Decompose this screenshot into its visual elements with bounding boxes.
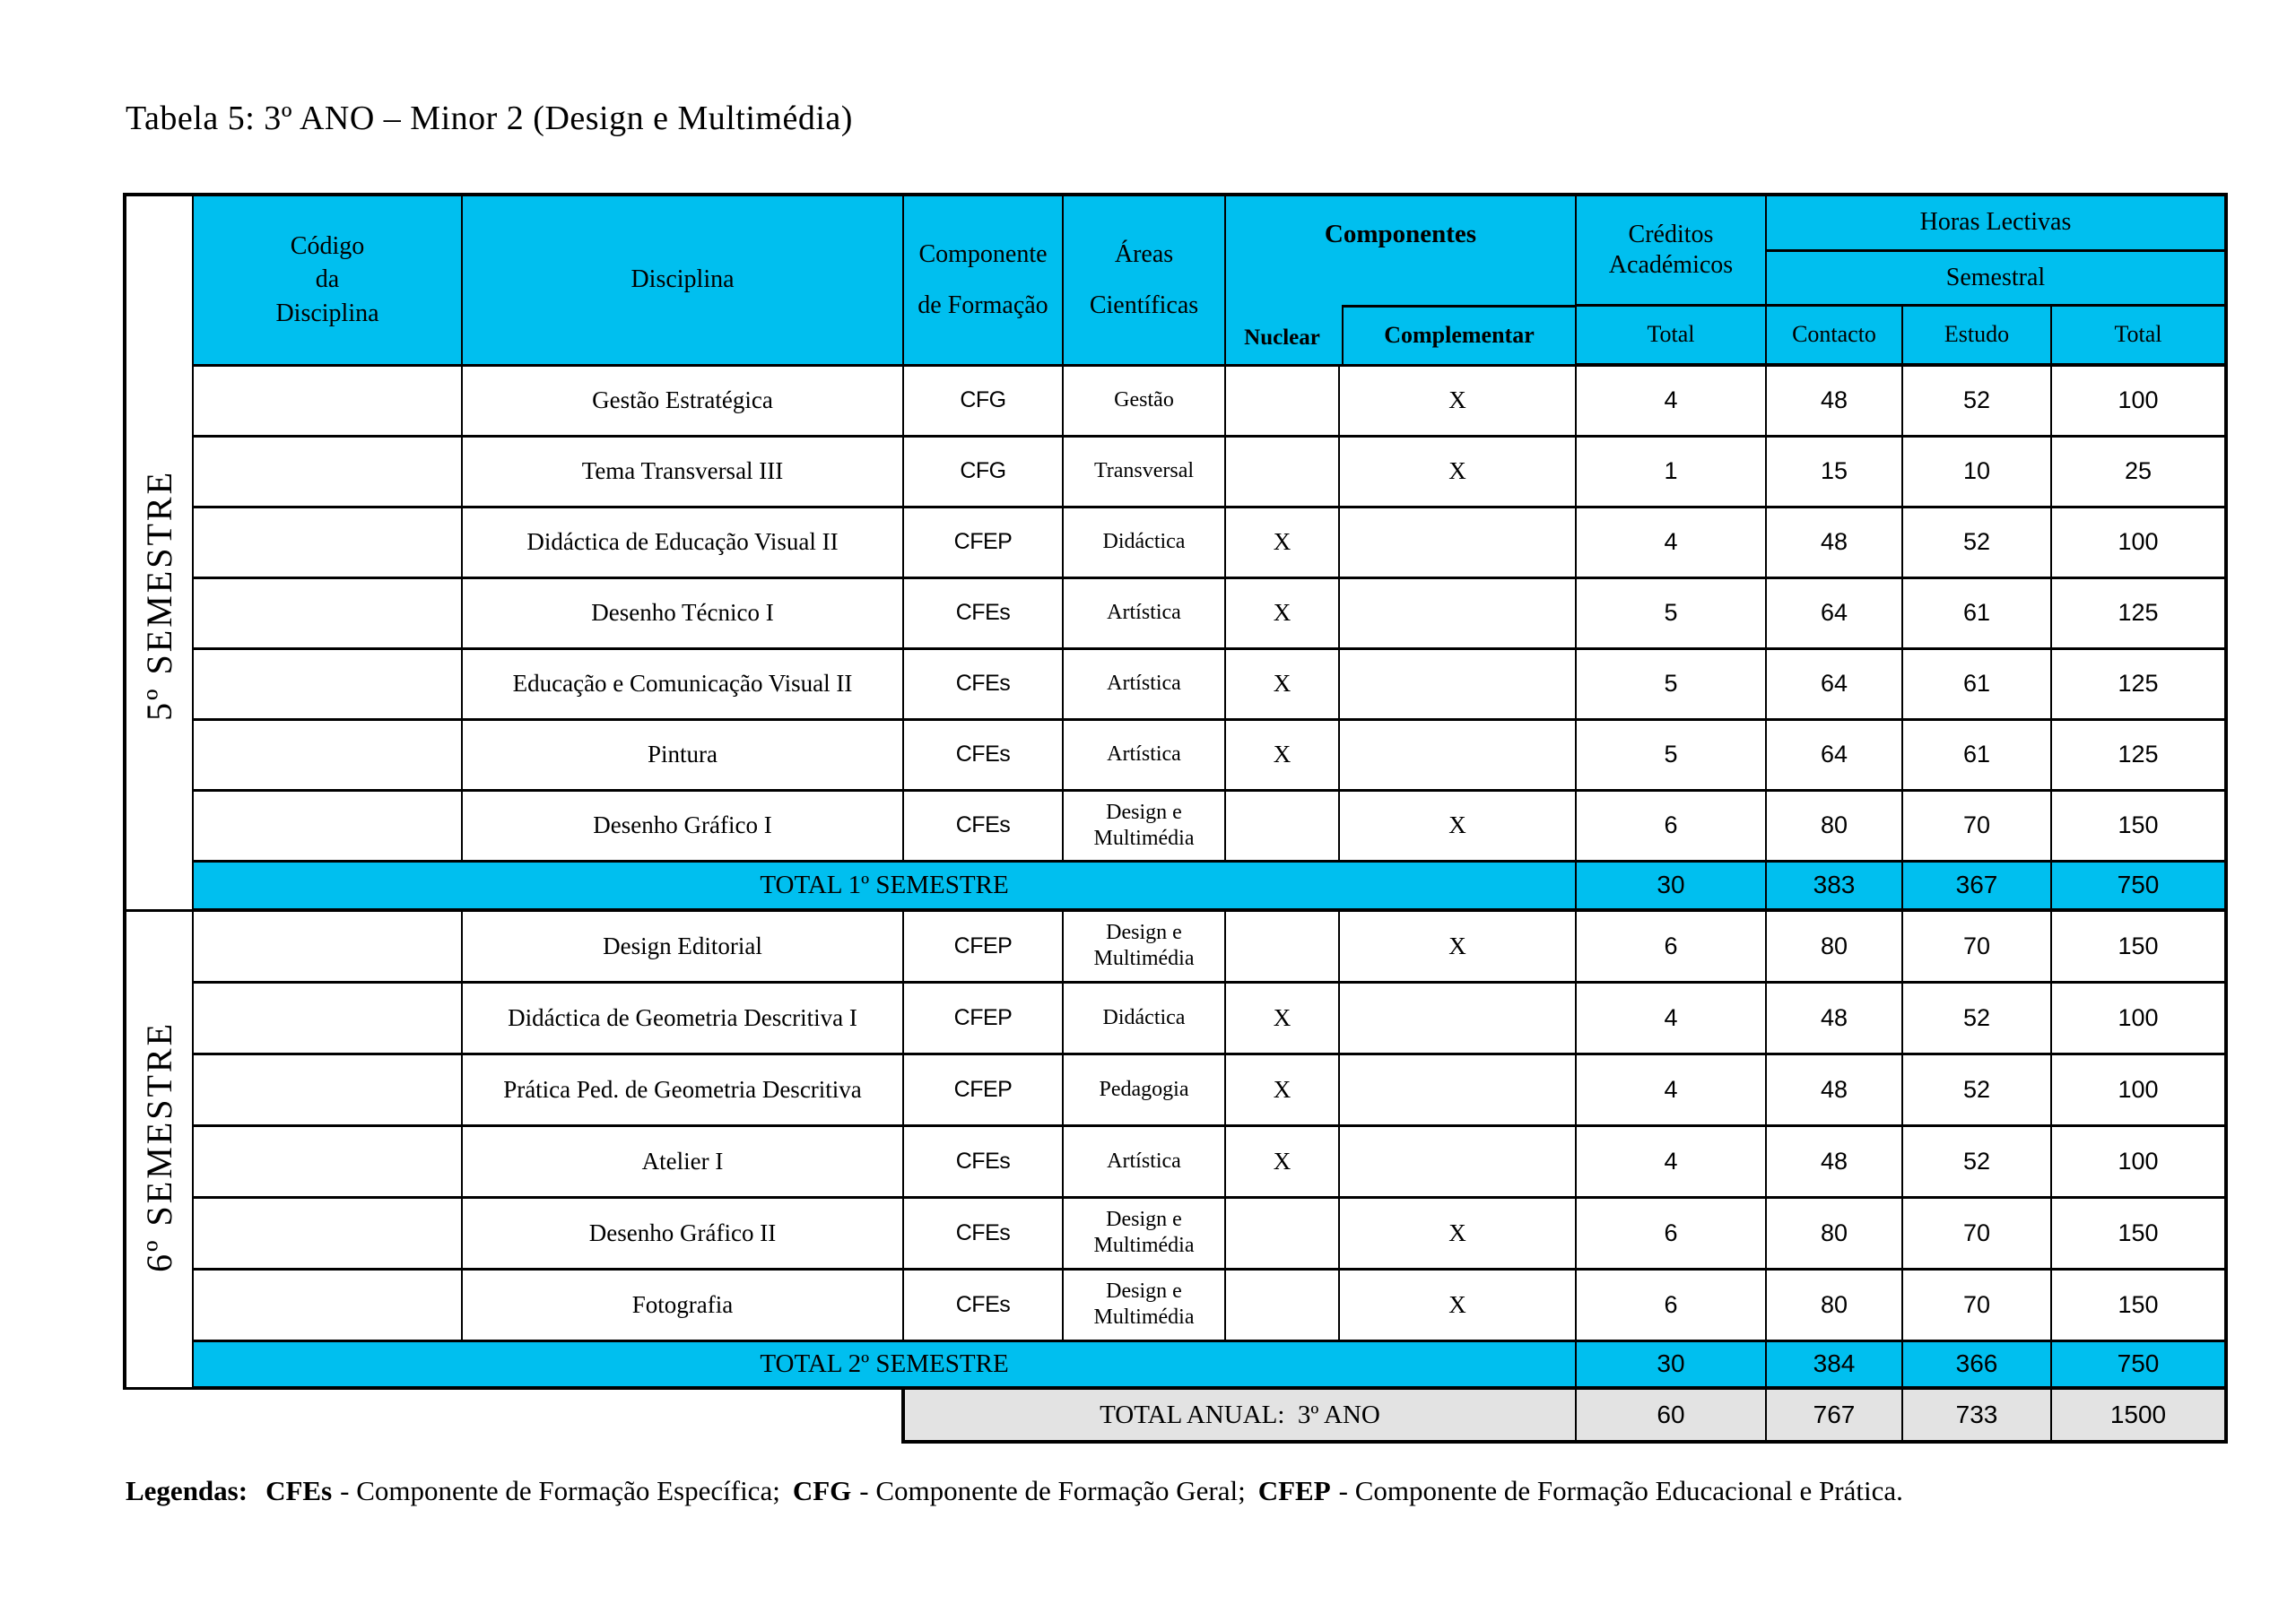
cell-estudo: 70 (1902, 910, 2051, 982)
cell-componente: CFG (903, 365, 1063, 436)
cell-nuclear (1225, 1269, 1339, 1340)
cell-creditos: 5 (1576, 577, 1766, 648)
legend-abbr-cfes: CFEs (265, 1475, 333, 1506)
cell-nuclear (1225, 790, 1339, 861)
cell-disciplina: Desenho Técnico I (462, 577, 903, 648)
cell-nuclear: X (1225, 982, 1339, 1054)
cell-componente: CFG (903, 436, 1063, 507)
cell-estudo: 61 (1902, 577, 2051, 648)
cell-disciplina: Atelier I (462, 1125, 903, 1197)
cell-contacto: 48 (1766, 365, 1902, 436)
table-row (125, 1054, 2226, 1125)
cell-creditos: 1 (1576, 436, 1766, 507)
cell-total: 100 (2051, 982, 2226, 1054)
cell-estudo: 10 (1902, 436, 2051, 507)
header-componente-formacao: Componente de Formação (903, 195, 1063, 365)
cell-complementar (1339, 648, 1576, 719)
cell-codigo (193, 1269, 462, 1340)
cell-areas: Artística (1063, 719, 1225, 790)
cell-contacto: 80 (1766, 1269, 1902, 1340)
cell-componente: CFEs (903, 648, 1063, 719)
annual-spacer (125, 1388, 903, 1442)
cell-componente: CFEP (903, 982, 1063, 1054)
cell-creditos: 4 (1576, 507, 1766, 577)
total-semester6-row (125, 1340, 2226, 1388)
cell-total: 25 (2051, 436, 2226, 507)
annual-total: 1500 (2051, 1388, 2226, 1442)
total-total: 750 (2051, 1340, 2226, 1388)
cell-creditos: 6 (1576, 1197, 1766, 1269)
cell-contacto: 80 (1766, 1197, 1902, 1269)
total-contacto: 384 (1766, 1340, 1902, 1388)
cell-nuclear: X (1225, 719, 1339, 790)
table-row (125, 365, 2226, 436)
cell-nuclear: X (1225, 648, 1339, 719)
legend (126, 1475, 1903, 1507)
cell-areas: Design e Multimédia (1063, 1269, 1225, 1340)
cell-areas: Didáctica (1063, 982, 1225, 1054)
cell-areas: Artística (1063, 577, 1225, 648)
legend-desc-cfep: - Componente de Formação Educacional e Prática. (1338, 1475, 1903, 1506)
cell-total: 100 (2051, 1054, 2226, 1125)
table-row (125, 507, 2226, 577)
header-row-1 (125, 195, 2226, 250)
cell-areas: Pedagogia (1063, 1054, 1225, 1125)
cell-total: 150 (2051, 1269, 2226, 1340)
table-row (125, 790, 2226, 861)
cell-codigo (193, 1054, 462, 1125)
cell-codigo (193, 719, 462, 790)
cell-codigo (193, 1197, 462, 1269)
semester6-label: 6º SEMESTRE (139, 1021, 179, 1272)
cell-creditos: 5 (1576, 719, 1766, 790)
cell-complementar (1339, 577, 1576, 648)
legend-prefix: Legendas: (126, 1475, 248, 1506)
header-areas-cientificas: Áreas Científicas (1063, 195, 1225, 365)
cell-nuclear: X (1225, 507, 1339, 577)
cell-disciplina: Didáctica de Educação Visual II (462, 507, 903, 577)
table-row (125, 910, 2226, 982)
cell-nuclear (1225, 365, 1339, 436)
cell-total: 100 (2051, 507, 2226, 577)
cell-total: 100 (2051, 365, 2226, 436)
cell-creditos: 4 (1576, 1125, 1766, 1197)
curriculum-table (123, 193, 2228, 1444)
cell-nuclear (1225, 1197, 1339, 1269)
header-creditos-total: Total (1576, 305, 1766, 365)
header-horas-total: Total (2051, 305, 2226, 365)
cell-contacto: 80 (1766, 910, 1902, 982)
cell-contacto: 64 (1766, 648, 1902, 719)
cell-nuclear (1225, 436, 1339, 507)
cell-disciplina: Design Editorial (462, 910, 903, 982)
cell-estudo: 70 (1902, 1269, 2051, 1340)
cell-total: 125 (2051, 719, 2226, 790)
cell-componente: CFEs (903, 1125, 1063, 1197)
cell-complementar: X (1339, 436, 1576, 507)
cell-estudo: 52 (1902, 1054, 2051, 1125)
table-row (125, 1125, 2226, 1197)
legend-abbr-cfep: CFEP (1257, 1475, 1331, 1506)
cell-codigo (193, 507, 462, 577)
total-total: 750 (2051, 861, 2226, 910)
cell-disciplina: Educação e Comunicação Visual II (462, 648, 903, 719)
cell-creditos: 6 (1576, 1269, 1766, 1340)
cell-codigo (193, 982, 462, 1054)
table-row (125, 982, 2226, 1054)
header-nuclear: Nuclear (1244, 325, 1320, 350)
annual-total-row (125, 1388, 2226, 1442)
cell-complementar: X (1339, 910, 1576, 982)
cell-areas: Transversal (1063, 436, 1225, 507)
cell-codigo (193, 910, 462, 982)
cell-codigo (193, 436, 462, 507)
cell-componente: CFEs (903, 1269, 1063, 1340)
cell-complementar: X (1339, 365, 1576, 436)
cell-creditos: 4 (1576, 982, 1766, 1054)
cell-disciplina: Desenho Gráfico I (462, 790, 903, 861)
cell-nuclear (1225, 910, 1339, 982)
header-contacto: Contacto (1766, 305, 1902, 365)
total-creditos: 30 (1576, 1340, 1766, 1388)
header-complementar: Complementar (1342, 305, 1575, 364)
table-title: Tabela 5: 3º ANO – Minor 2 (Design e Multimédia) (126, 100, 853, 137)
legend-desc-cfg: - Componente de Formação Geral; (859, 1475, 1246, 1506)
cell-creditos: 6 (1576, 790, 1766, 861)
total-semester5-row (125, 861, 2226, 910)
cell-total: 100 (2051, 1125, 2226, 1197)
table-row (125, 1197, 2226, 1269)
cell-total: 150 (2051, 790, 2226, 861)
cell-disciplina: Desenho Gráfico II (462, 1197, 903, 1269)
cell-estudo: 52 (1902, 982, 2051, 1054)
header-componentes-group (1225, 195, 1576, 365)
cell-estudo: 61 (1902, 648, 2051, 719)
cell-componente: CFEs (903, 577, 1063, 648)
cell-areas: Artística (1063, 648, 1225, 719)
cell-estudo: 70 (1902, 790, 2051, 861)
cell-codigo (193, 577, 462, 648)
table-row (125, 648, 2226, 719)
cell-creditos: 4 (1576, 365, 1766, 436)
total-estudo: 367 (1902, 861, 2051, 910)
table-row (125, 1269, 2226, 1340)
cell-codigo (193, 1125, 462, 1197)
annual-creditos: 60 (1576, 1388, 1766, 1442)
cell-total: 150 (2051, 910, 2226, 982)
cell-creditos: 6 (1576, 910, 1766, 982)
cell-componente: CFEs (903, 790, 1063, 861)
cell-contacto: 15 (1766, 436, 1902, 507)
cell-complementar (1339, 507, 1576, 577)
cell-total: 125 (2051, 577, 2226, 648)
cell-areas: Didáctica (1063, 507, 1225, 577)
cell-codigo (193, 365, 462, 436)
cell-areas: Artística (1063, 1125, 1225, 1197)
header-estudo: Estudo (1902, 305, 2051, 365)
cell-nuclear: X (1225, 1054, 1339, 1125)
cell-estudo: 52 (1902, 1125, 2051, 1197)
cell-areas: Design e Multimédia (1063, 1197, 1225, 1269)
cell-componente: CFEs (903, 719, 1063, 790)
cell-codigo (193, 790, 462, 861)
cell-creditos: 5 (1576, 648, 1766, 719)
cell-contacto: 48 (1766, 1125, 1902, 1197)
annual-contacto: 767 (1766, 1388, 1902, 1442)
cell-disciplina: Tema Transversal III (462, 436, 903, 507)
cell-complementar (1339, 719, 1576, 790)
cell-estudo: 61 (1902, 719, 2051, 790)
cell-complementar (1339, 982, 1576, 1054)
table-row (125, 577, 2226, 648)
cell-contacto: 80 (1766, 790, 1902, 861)
cell-nuclear: X (1225, 1125, 1339, 1197)
cell-creditos: 4 (1576, 1054, 1766, 1125)
cell-disciplina: Gestão Estratégica (462, 365, 903, 436)
annual-estudo: 733 (1902, 1388, 2051, 1442)
header-semestral: Semestral (1766, 250, 2226, 305)
header-componentes: Componentes (1324, 220, 1477, 248)
cell-disciplina: Pintura (462, 719, 903, 790)
table-row (125, 719, 2226, 790)
cell-contacto: 64 (1766, 577, 1902, 648)
legend-abbr-cfg: CFG (792, 1475, 852, 1506)
cell-complementar (1339, 1125, 1576, 1197)
semester6-label-cell (125, 910, 193, 1388)
semester5-label: 5º SEMESTRE (139, 469, 179, 721)
cell-areas: Design e Multimédia (1063, 790, 1225, 861)
cell-nuclear: X (1225, 577, 1339, 648)
cell-componente: CFEs (903, 1197, 1063, 1269)
header-horas-lectivas: Horas Lectivas (1766, 195, 2226, 250)
header-codigo-disciplina: Código da Disciplina (193, 195, 462, 365)
cell-complementar (1339, 1054, 1576, 1125)
cell-estudo: 70 (1902, 1197, 2051, 1269)
cell-componente: CFEP (903, 1054, 1063, 1125)
total-contacto: 383 (1766, 861, 1902, 910)
cell-disciplina: Prática Ped. de Geometria Descritiva (462, 1054, 903, 1125)
cell-codigo (193, 648, 462, 719)
cell-estudo: 52 (1902, 365, 2051, 436)
total-creditos: 30 (1576, 861, 1766, 910)
header-disciplina: Disciplina (462, 195, 903, 365)
header-creditos-academicos: Créditos Académicos (1576, 195, 1766, 305)
semester5-label-cell (125, 195, 193, 910)
cell-complementar: X (1339, 1269, 1576, 1340)
cell-complementar: X (1339, 1197, 1576, 1269)
cell-contacto: 64 (1766, 719, 1902, 790)
total-semester6-label: TOTAL 2º SEMESTRE (193, 1340, 1576, 1388)
cell-componente: CFEP (903, 507, 1063, 577)
cell-total: 150 (2051, 1197, 2226, 1269)
cell-contacto: 48 (1766, 507, 1902, 577)
cell-disciplina: Fotografia (462, 1269, 903, 1340)
table-row (125, 436, 2226, 507)
cell-estudo: 52 (1902, 507, 2051, 577)
cell-areas: Gestão (1063, 365, 1225, 436)
cell-complementar: X (1339, 790, 1576, 861)
cell-contacto: 48 (1766, 982, 1902, 1054)
annual-total-label: TOTAL ANUAL: 3º ANO (903, 1388, 1576, 1442)
legend-desc-cfes: - Componente de Formação Específica; (340, 1475, 780, 1506)
cell-disciplina: Didáctica de Geometria Descritiva I (462, 982, 903, 1054)
cell-areas: Design e Multimédia (1063, 910, 1225, 982)
cell-total: 125 (2051, 648, 2226, 719)
total-estudo: 366 (1902, 1340, 2051, 1388)
total-semester5-label: TOTAL 1º SEMESTRE (193, 861, 1576, 910)
cell-contacto: 48 (1766, 1054, 1902, 1125)
cell-componente: CFEP (903, 910, 1063, 982)
